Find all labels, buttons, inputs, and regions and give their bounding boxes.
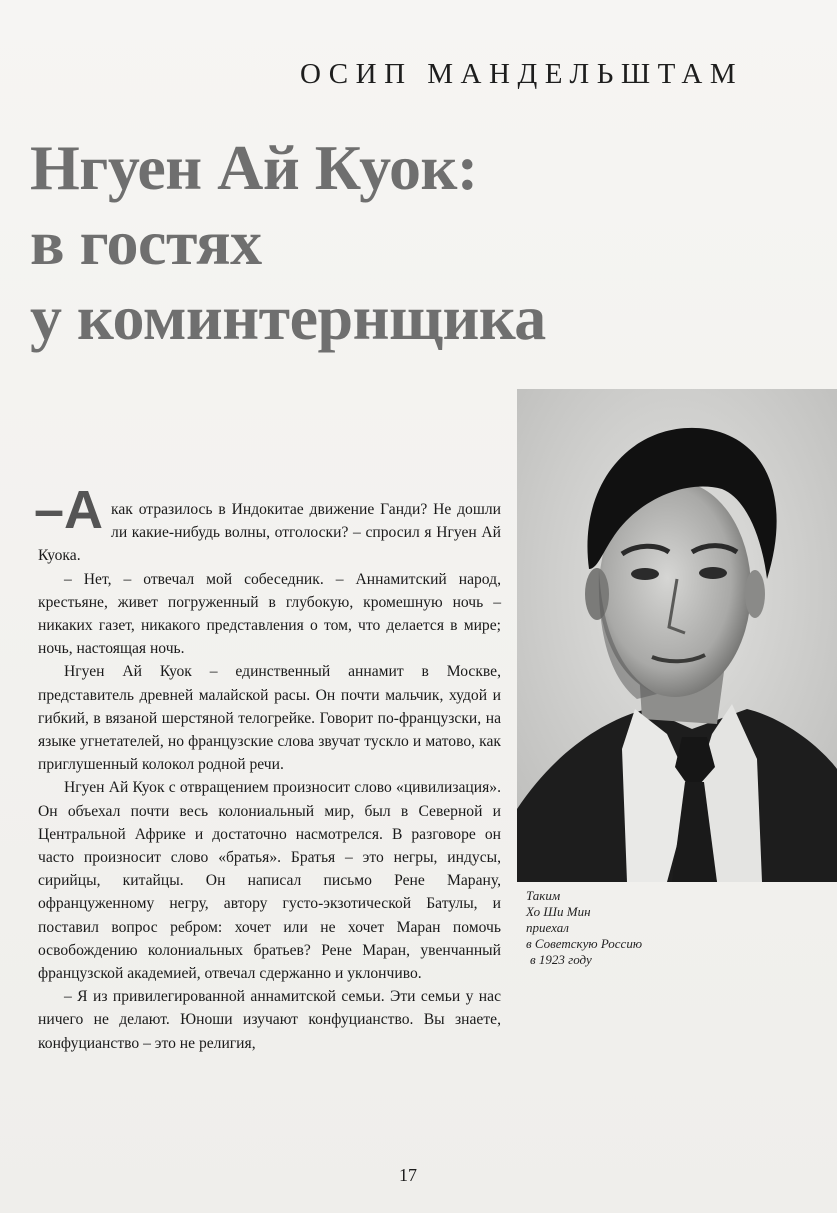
paragraph-text: как отразилось в Индокитае движение Ганди? Не дошли ли какие-нибудь волны, отголоски? – спросил я Нгуен Ай Куока. xyxy=(38,501,501,565)
article-body xyxy=(34,480,501,1055)
portrait-photo xyxy=(517,389,837,882)
portrait-image xyxy=(517,389,837,882)
paragraph: Нгуен Ай Куок – единственный аннамит в Москве, представитель древней малайской расы. Он почти мальчик, худой и гибкий, в вязаной шерстяной телогрейке. Говорит по-французски, на языке угнетателей, но французские слова звучат тускло и матово, как приглушенный колокол родной речи. xyxy=(38,663,501,774)
title-line: у коминтернщика xyxy=(30,282,546,353)
paragraph: – Нет, – отвечал мой собеседник. – Аннамитский народ, крестьяне, живет погруженный в глубокую, кромешную ночь – никаких газет, никакого представления о том, что делается в мире; ночь, настоящая ночь. xyxy=(38,570,501,658)
photo-caption xyxy=(526,888,686,968)
author-name: ОСИП МАНДЕЛЬШТАМ xyxy=(300,58,744,90)
article-title xyxy=(30,130,730,355)
paragraph xyxy=(34,480,501,568)
caption-line: в Советскую Россию xyxy=(526,936,642,951)
drop-cap: –А xyxy=(34,480,104,540)
caption-line: приехал xyxy=(526,920,569,935)
paragraph: – Я из привилегированной аннамитской семьи. Эти семьи у нас ничего не делают. Юноши изучают конфуцианство. Вы знаете, конфуцианство – это не религия, xyxy=(38,988,501,1052)
caption-line: в 1923 году xyxy=(530,952,592,967)
caption-line: Хо Ши Мин xyxy=(526,904,591,919)
title-line: Нгуен Ай Куок: xyxy=(30,132,478,203)
title-line: в гостях xyxy=(30,207,262,278)
caption-line: Таким xyxy=(526,888,561,903)
page-number: 17 xyxy=(399,1165,417,1185)
paragraph: Нгуен Ай Куок с отвращением произносит слово «цивилизация». Он объехал почти весь колониальный мир, был в Северной и Центральной Африке и достаточно насмотрелся. В разговоре он часто произносит слово «братья». Братья – это негры, индусы, сирийцы, китайцы. Он написал письмо Рене Марану, офранцуженному негру, автору густо-экзотической Батулы, и поставил вопрос ребром: хочет или не хочет Маран помочь освобождению колониальных братьев? Рене Маран, увенчанный французской академией, отвечал сдержанно и уклончиво. xyxy=(38,779,501,983)
